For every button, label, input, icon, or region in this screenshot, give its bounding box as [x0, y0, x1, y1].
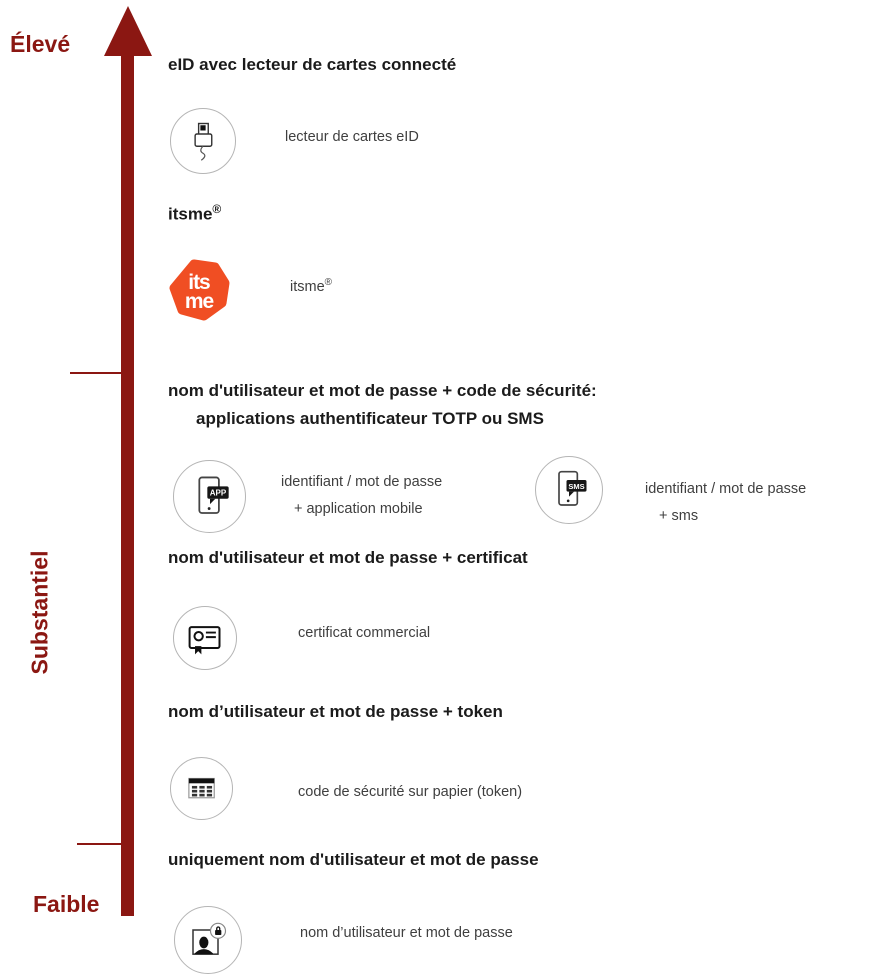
phone-sms-icon	[535, 456, 603, 524]
label-itsme	[290, 277, 332, 295]
label-app-line1: identifiant / mot de passe	[281, 474, 443, 490]
user-password-icon	[174, 906, 242, 974]
label-password-only: nom d’utilisateur et mot de passe	[300, 925, 513, 941]
paper-token-card-icon	[170, 757, 233, 820]
heading-token: nom d’utilisateur et mot de passe + token	[168, 702, 503, 721]
itsme-logo-word-its: its	[188, 271, 210, 294]
heading-certificat: nom d'utilisateur et mot de passe + certificat	[168, 548, 528, 567]
axis-tick-faible-substantiel	[77, 843, 124, 845]
heading-totp-sms-line2: applications authentificateur TOTP ou SMS	[196, 409, 544, 428]
label-itsme-registered-mark: ®	[324, 277, 333, 288]
itsme-logo	[166, 257, 232, 323]
axis-arrow-shaft	[121, 54, 134, 916]
label-certificat: certificat commercial	[298, 625, 431, 641]
heading-eid-card-reader: eID avec lecteur de cartes connecté	[168, 55, 457, 74]
heading-password-only: uniquement nom d'utilisateur et mot de passe	[168, 850, 539, 869]
phone-app-icon	[173, 460, 246, 533]
certificate-icon	[173, 606, 237, 670]
label-itsme-text: itsme	[290, 278, 325, 295]
itsme-logo-word-me: me	[184, 290, 214, 313]
app-badge-text: APP	[209, 488, 226, 498]
label-eid-card-reader: lecteur de cartes eID	[285, 129, 419, 145]
axis-arrow-head-icon	[104, 6, 152, 56]
level-label-eleve: Élevé	[10, 31, 71, 57]
level-label-faible: Faible	[33, 891, 100, 917]
level-label-substantiel: Substantiel	[26, 550, 53, 675]
label-app-line2: + application mobile	[294, 501, 423, 517]
label-token: code de sécurité sur papier (token)	[298, 784, 523, 800]
heading-itsme-registered-mark: ®	[212, 202, 222, 216]
heading-itsme	[168, 202, 221, 225]
eid-card-reader-icon	[170, 108, 236, 174]
label-sms-line1: identifiant / mot de passe	[645, 481, 807, 497]
sms-badge-text: SMS	[568, 481, 585, 491]
heading-totp-sms-line1: nom d'utilisateur et mot de passe + code de sécurité:	[168, 381, 597, 400]
axis-tick-substantiel-eleve	[70, 372, 124, 374]
label-sms-line2: + sms	[659, 508, 699, 524]
heading-itsme-text: itsme	[168, 204, 213, 224]
